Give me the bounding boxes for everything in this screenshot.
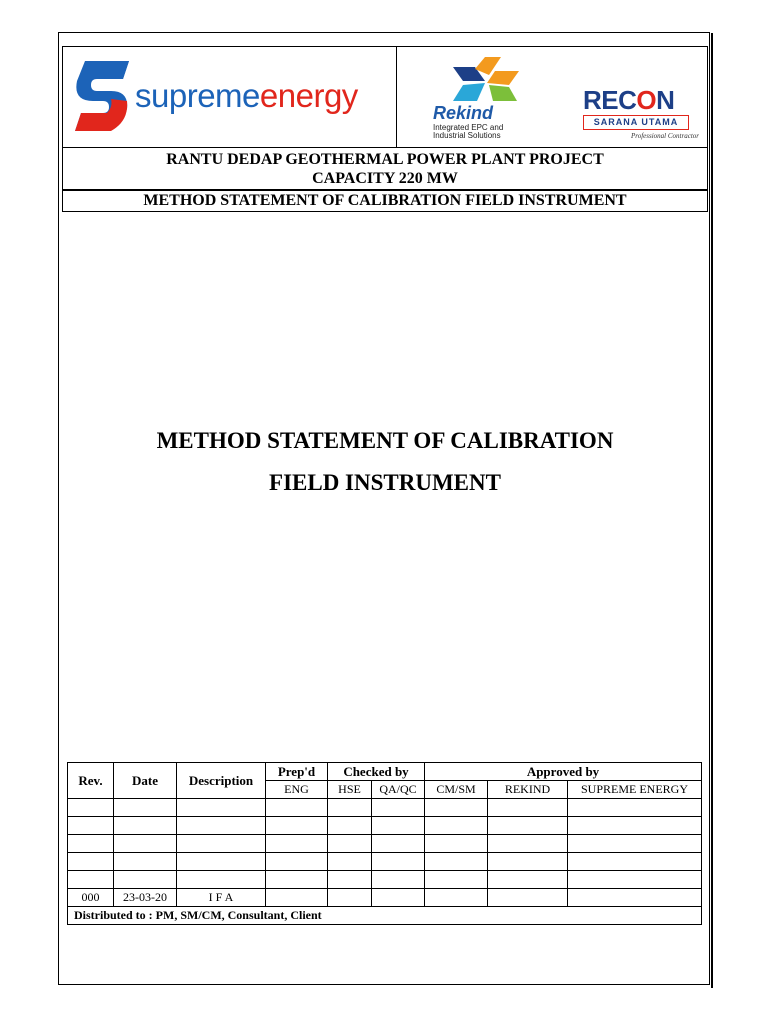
- table-row: [68, 889, 702, 907]
- main-title-line2: FIELD INSTRUMENT: [269, 470, 501, 495]
- distribution-row: [68, 907, 702, 925]
- logo-header: [62, 46, 708, 148]
- row-description: I F A: [177, 889, 266, 907]
- rekind-wordmark: Rekind: [433, 103, 494, 123]
- header-cmsm: CM/SM: [425, 781, 488, 799]
- header-rev: Rev.: [68, 763, 114, 799]
- header-hse: HSE: [328, 781, 372, 799]
- recon-wordmark: RECON: [583, 85, 675, 115]
- row-date: 23-03-20: [114, 889, 177, 907]
- table-header-row: [68, 763, 702, 781]
- header-description: Description: [177, 763, 266, 799]
- rekind-subtitle: Integrated EPC and Industrial Solutions: [433, 123, 504, 140]
- header-rekind: REKIND: [488, 781, 568, 799]
- header-date: Date: [114, 763, 177, 799]
- table-row: [68, 853, 702, 871]
- header-prepd: Prep'd: [266, 763, 328, 781]
- supreme-energy-wordmark: supremeenergy: [135, 77, 358, 114]
- header-supreme: SUPREME ENERGY: [568, 781, 702, 799]
- recon-subtitle: SARANA UTAMA: [583, 115, 689, 130]
- main-title: [62, 420, 708, 504]
- header-eng: ENG: [266, 781, 328, 799]
- table-row: [68, 871, 702, 889]
- distributed-to: Distributed to : PM, SM/CM, Consultant, Client: [68, 907, 702, 925]
- row-rev: 000: [68, 889, 114, 907]
- revision-table: [67, 762, 702, 925]
- recon-tagline: Professional Contractor: [631, 132, 699, 140]
- document-title: METHOD STATEMENT OF CALIBRATION FIELD INSTRUMENT: [143, 192, 627, 209]
- document-title-box: [62, 190, 708, 212]
- supreme-energy-logo-icon: [71, 59, 133, 135]
- rekind-logo-icon: [445, 57, 525, 103]
- project-title-box: [62, 148, 708, 190]
- supreme-energy-logo-cell: [63, 47, 397, 147]
- main-title-line1: METHOD STATEMENT OF CALIBRATION: [156, 428, 614, 453]
- project-title-line1: RANTU DEDAP GEOTHERMAL POWER PLANT PROJECT: [166, 151, 604, 168]
- project-title-line2: CAPACITY 220 MW: [312, 170, 458, 187]
- table-row: [68, 817, 702, 835]
- header-checked-by: Checked by: [328, 763, 425, 781]
- partner-logos-cell: [397, 47, 707, 147]
- table-row: [68, 799, 702, 817]
- table-row: [68, 835, 702, 853]
- header-approved-by: Approved by: [425, 763, 702, 781]
- header-qaqc: QA/QC: [372, 781, 425, 799]
